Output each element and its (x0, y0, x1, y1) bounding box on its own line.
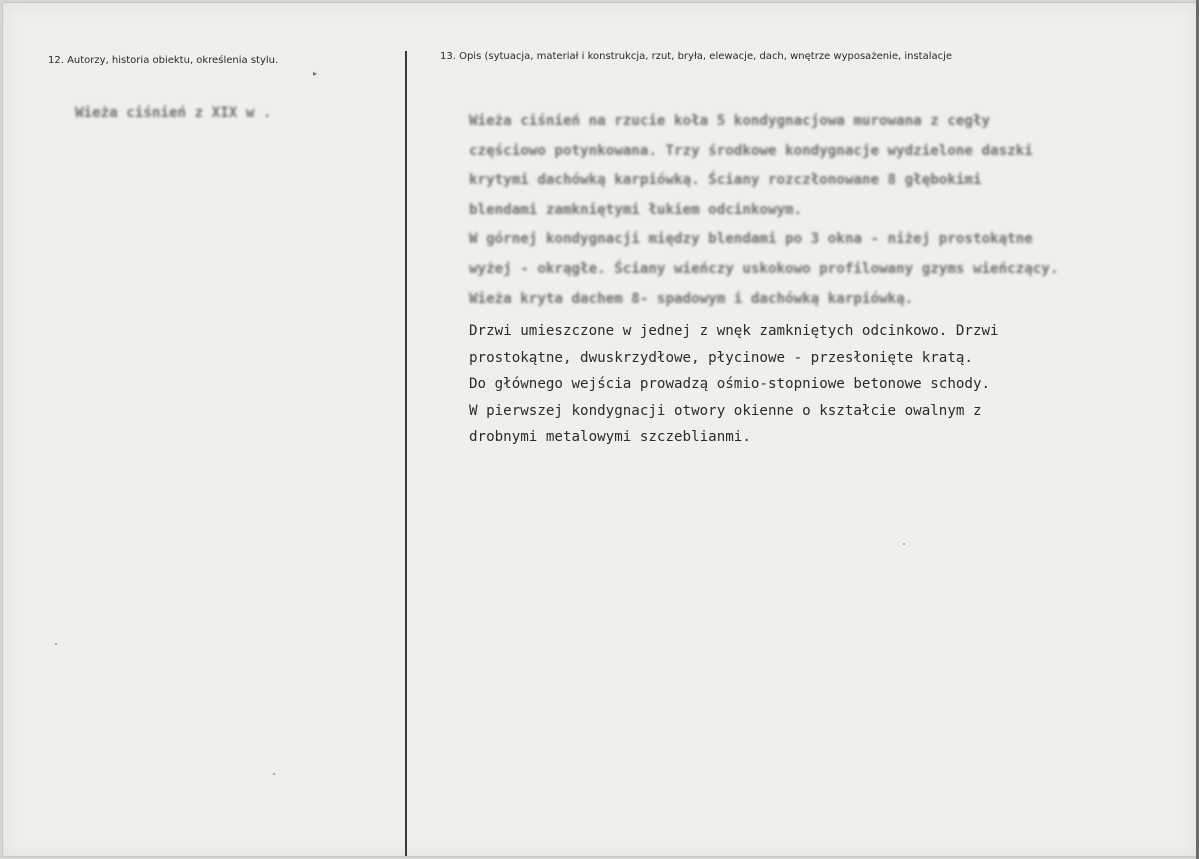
typed-line: Do głównego wejścia prowadzą ośmio-stopniowe betonowe schody. (469, 376, 991, 392)
paper-speck (903, 543, 905, 545)
red-mark: ▸ (313, 69, 318, 78)
typed-line: prostokątne, dwuskrzydłowe, płycinowe - przesłonięte kratą. (469, 349, 973, 366)
faded-line: Wieża kryta dachem 8- spadowym i dachówką karpiówką. (469, 290, 914, 307)
faded-line: krytymi dachówką karpiówką. Ściany rozczłonowane 8 głębokimi (469, 172, 982, 189)
typed-line: drobnymi metalowymi szczeblianmi. (469, 429, 751, 445)
paper-speck (273, 773, 275, 775)
section-12-header: 12. Autorzy, historia obiektu, określenia stylu. (48, 55, 279, 66)
section-13-header: 13. Opis (sytuacja, materiał i konstrukcja, rzut, bryła, elewacje, dach, wnętrze wyposażenie, instalacje (440, 51, 953, 62)
typed-line: W pierwszej kondygnacji otwory okienne o kształcie owalnym z (469, 402, 982, 419)
faded-line: wyżej - okrągłe. Ściany wieńczy uskokowo profilowany gzyms wieńczący. (469, 260, 1059, 277)
faded-line: częściowo potynkowana. Trzy środkowe kondygnacje wydzielone daszki (469, 142, 1033, 159)
faded-line: blendami zamkniętymi łukiem odcinkowym. (469, 201, 803, 218)
section-12-note: Wieża ciśnień z XIX w . (75, 105, 272, 121)
faded-line: W górnej kondygnacji między blendami po 3 okna - niżej prostokątne (469, 231, 1033, 248)
section-13-typed-text (469, 318, 999, 451)
faded-line: Wieża ciśnień na rzucie koła 5 kondygnacjowa murowana z cegły (469, 113, 991, 129)
paper-speck (55, 643, 57, 645)
typed-line: Drzwi umieszczone w jednej z wnęk zamkniętych odcinkowo. Drzwi (469, 323, 999, 339)
column-divider (405, 51, 407, 857)
record-card (2, 2, 1197, 857)
section-13-faded-text (469, 107, 1058, 314)
